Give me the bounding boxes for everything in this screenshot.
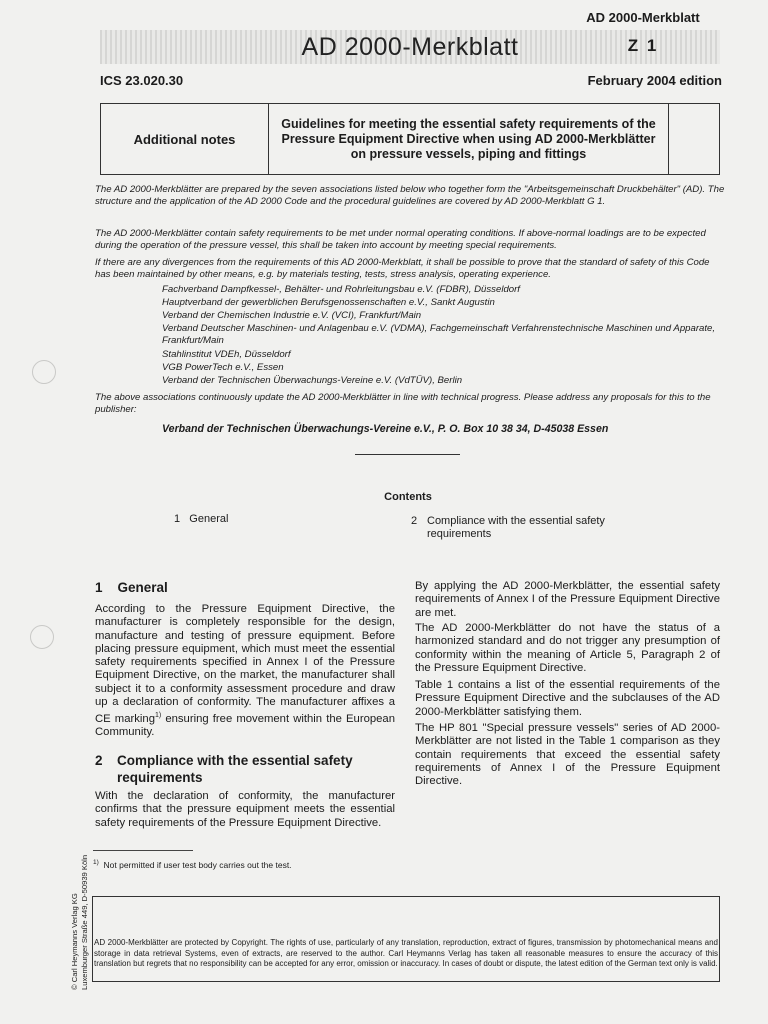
publisher-address: Verband der Technischen Überwachungs-Vereine e.V., P. O. Box 10 38 34, D-45038 Essen — [162, 423, 609, 435]
divider — [355, 454, 460, 455]
update-note: The above associations continuously update the AD 2000-Merkblätter in line with technical progress. Please address any proposals for this to the publisher: — [95, 392, 711, 415]
association-item: Verband der Chemischen Industrie e.V. (VCI), Frankfurt/Main — [162, 310, 422, 321]
document-code: Z 1 — [627, 36, 659, 55]
edition-date: February 2004 edition — [587, 73, 722, 88]
copyright-notice: AD 2000-Merkblätter are protected by Copyright. The rights of use, particularly of any translation, reproduction, extract of figures, transmission by photomechanical means and storage in data retrieval Systems, even of extracts, are reserved to the author. Carl Heymanns Verlag has taken all reasonable measures to ensure the accuracy of this translation but regrets that no responsibility can be accepted for any error, omission or inaccuracy. In cases of doubt or dispute, the latest edition of the German text only is valid. — [94, 938, 718, 968]
toc-number: 2 — [411, 515, 418, 527]
section-title: General — [117, 580, 168, 595]
section-number: 2 — [95, 753, 103, 768]
punch-hole — [32, 360, 56, 384]
footnote-rule — [93, 850, 193, 851]
association-item: Hauptverband der gewerblichen Berufsgenossenschaften e.V., Sankt Augustin — [162, 297, 495, 308]
section-title: Compliance with the essential safety requirements — [117, 753, 353, 785]
intro-paragraph: The AD 2000-Merkblätter are prepared by the seven associations listed below who together form the "Arbeitsgemeinschaft Druckbehälter" (AD). The structure and the application of the AD 2000 Code and the procedural guidelines are covered by AD 2000-Merkblatt G 1. — [95, 184, 725, 207]
section-body: With the declaration of conformity, the manufacturer confirms that the pressure equipment meets the essential safety requirements of the Pressure Equipment Directive. — [95, 790, 395, 829]
association-item: VGB PowerTech e.V., Essen — [162, 362, 284, 373]
association-item: Stahlinstitut VDEh, Düsseldorf — [162, 349, 291, 360]
association-item: Fachverband Dampfkessel-, Behälter- und Rohrleitungsbau e.V. (FDBR), Düsseldorf — [162, 284, 520, 295]
description-cell: Guidelines for meeting the essential safety requirements of the Pressure Equipment Directive when using AD 2000-Merkblätter on pressure vessels, piping and fittings — [269, 104, 669, 174]
section-number: 1 — [95, 580, 103, 595]
intro-paragraph: The AD 2000-Merkblätter contain safety requirements to be met under normal operating conditions. If above-normal loadings are to be expected during the operation of the pressure vessel, this shall be taken into account by meeting special requirements. — [95, 228, 706, 251]
association-item: Verband Deutscher Maschinen- und Anlagenbau e.V. (VDMA), Fachgemeinschaft Verfahrenstechnische Maschinen und Apparate, Frankfurt/Main — [162, 323, 716, 346]
series-label: AD 2000-Merkblatt — [586, 10, 700, 25]
toc-text: General — [189, 513, 229, 525]
toc-text: Compliance with the essential safety requirements — [427, 515, 605, 540]
footnote-reference: 1) — [154, 712, 162, 720]
footnote-text: Not permitted if user test body carries out the test. — [103, 859, 292, 870]
punch-hole — [30, 625, 54, 649]
right-paragraph: By applying the AD 2000-Merkblätter, the essential safety requirements of Annex I of the Pressure Equipment Directive are met. — [415, 580, 720, 619]
toc-number: 1 — [174, 513, 181, 525]
section-heading — [95, 579, 168, 596]
category-cell: Additional notes — [101, 104, 269, 174]
association-item: Verband der Technischen Überwachungs-Vereine e.V. (VdTÜV), Berlin — [162, 375, 463, 386]
right-paragraph: The HP 801 "Special pressure vessels" series of AD 2000-Merkblätter are not listed in the Table 1 comparison as they contain requirements that exceed the essential safety requirements of Annex I of the Pressure Equipment Directive. — [415, 722, 720, 788]
title-box — [100, 103, 720, 175]
ics-code: ICS 23.020.30 — [100, 73, 184, 88]
publisher-address-margin: Luxemburger Straße 449, D-50939 Köln — [79, 854, 89, 990]
right-paragraph: The AD 2000-Merkblätter do not have the status of a harmonized standard and do not trigger any presumption of conformity within the meaning of Article 5, Paragraph 2 of the Pressure Equipment Directive. — [415, 622, 720, 674]
section-body: According to the Pressure Equipment Directive, the manufacturer is completely responsible for the design, manufacture and testing of pressure equipment. Before placing pressure equipment, which must meet the essential safety requirements specified in Annex I of the Pressure Equipment Directive, on the market, the manufacturer shall subject it to a conformity assessment procedure and draw up a declaration of conformity. The manufacturer affixes a CE marking$^{1)}$ ensuring free movement within the European Community. — [95, 603, 395, 739]
publisher-name: © Carl Heymanns Verlag KG — [70, 893, 79, 990]
toc-item — [174, 513, 228, 526]
footnote-mark: 1) — [93, 859, 99, 866]
publisher-margin-text — [70, 800, 89, 990]
footnote — [93, 859, 292, 870]
document-series-title: AD 2000-Merkblatt — [301, 33, 519, 61]
contents-heading: Contents — [384, 491, 432, 503]
right-paragraph: Table 1 contains a list of the essential requirements of the Pressure Equipment Directive and the subclauses of the AD 2000-Merkblätter satisfying them. — [415, 679, 720, 718]
intro-paragraph: If there are any divergences from the requirements of this AD 2000-Merkblatt, it shall be possible to prove that the standard of safety of this Code has been maintained by other means, e.g. by materials testing, tests, stress analysis, operating experience. — [95, 257, 710, 280]
